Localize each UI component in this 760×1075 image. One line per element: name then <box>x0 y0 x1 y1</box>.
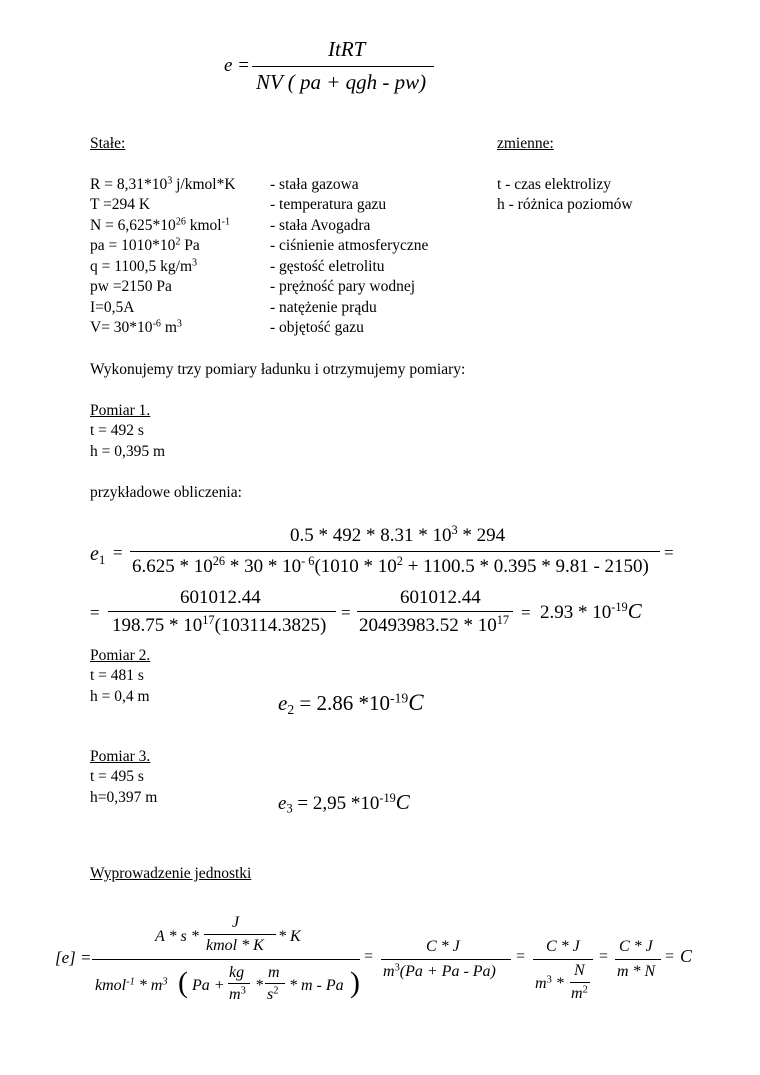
constant-desc: - natężenie prądu <box>270 299 377 316</box>
f2-den: $m^3(Pa + Pa - Pa)$ <box>383 962 496 980</box>
fraction-bar <box>615 959 661 960</box>
f3-den-m2: $m^2$ <box>571 984 588 1002</box>
constant-value: q = 1100,5 $kg/m^3$ <box>90 257 198 275</box>
variable-item: t - czas elektrolizy <box>497 176 612 193</box>
equals-sign: = <box>521 603 531 622</box>
fraction-bar <box>108 611 336 612</box>
step2-denominator: $198.75 * 10^{17}(103114.3825)$ <box>112 613 327 636</box>
measurement-title: Pomiar 3. <box>90 748 151 765</box>
variable-item: h - różnica poziomów <box>497 196 633 213</box>
f1-inner-num: J <box>232 914 240 931</box>
measurement-h: h = 0,4 m <box>90 688 150 705</box>
constant-desc: - temperatura gazu <box>270 196 387 213</box>
measurement-t: t = 492 s <box>90 422 144 439</box>
variables-header: zmienne: <box>497 135 554 152</box>
equals-sign: = <box>90 603 100 622</box>
f1-num-a: A * s * <box>155 928 199 945</box>
e1-result: $2.93 * 10^{-19}C$ <box>540 599 642 623</box>
paren-right: ) <box>350 966 360 999</box>
equals-sign: = <box>664 543 674 562</box>
f3-num: C * J <box>546 938 580 955</box>
fraction-bar <box>533 959 593 960</box>
f1-num-b: * K <box>278 928 301 945</box>
constant-desc: - gęstość eletrolitu <box>270 258 385 275</box>
e1-numerator: $0.5 * 492 * 8.31 * 10^3 * 294$ <box>290 523 506 546</box>
e1-denominator: $6.625 * 10^{26} * 30 * 10^{- 6}(1010 * 10^2 + 1100.5 * 0.395 * 9.81 - 2150)$ <box>132 554 649 577</box>
fraction-bar <box>130 551 660 552</box>
f1-den-mm: m <box>268 964 280 981</box>
measurement-t: t = 495 s <box>90 768 144 785</box>
constant-desc: - objętość gazu <box>270 319 364 336</box>
e2-result: $e_2 = 2.86$ $*10^{-19}C$ <box>278 690 424 718</box>
equals-sign: = <box>113 543 123 562</box>
formula-lhs: e = <box>224 55 251 76</box>
constant-value: pw =2150 Pa <box>90 278 172 295</box>
intro-text: Wykonujemy trzy pomiary ładunku i otrzymujemy pomiary: <box>90 361 466 378</box>
measurement-title: Pomiar 2. <box>90 647 151 664</box>
constant-value: I=0,5A <box>90 299 135 316</box>
constant-value: $R = 8,31*10^3$ j/kmol*K <box>90 175 236 193</box>
e3-result: $e_3 = 2,95$ $*10^{-19}C$ <box>278 790 410 816</box>
constant-value: pa = $1010*10^2$ Pa <box>90 236 200 254</box>
f4-den: m * N <box>617 963 656 980</box>
f1-den-kg: kg <box>229 964 245 981</box>
fraction-bar <box>265 983 285 984</box>
times-sign: * <box>255 977 263 994</box>
fraction-bar <box>204 934 276 935</box>
f1-den-m3: $m^3$ <box>229 985 246 1003</box>
fraction-bar <box>381 959 511 960</box>
equals-sign: = <box>516 948 526 965</box>
derivation-title: Wyprowadzenie jednostki <box>90 865 252 882</box>
constant-desc: - stała gazowa <box>270 176 359 193</box>
step3-denominator: $20493983.52 * 10^{17}$ <box>359 613 510 636</box>
constant-value: $V= 30*10^{-6}$ $m^3$ <box>90 318 182 336</box>
example-label: przykładowe obliczenia: <box>90 484 242 501</box>
e1-symbol: $e_1$ <box>90 543 106 567</box>
f4-num: C * J <box>619 938 653 955</box>
fraction-bar <box>92 959 360 960</box>
measurement-h: h = 0,395 m <box>90 443 166 460</box>
f1-den-a: kmol$^{-1}$ * $m^3$ <box>95 976 168 994</box>
derivation-result: C <box>680 946 693 966</box>
constant-desc: - prężność pary wodnej <box>270 278 416 295</box>
measurement-t: t = 481 s <box>90 667 144 684</box>
fraction-bar <box>570 982 590 983</box>
fraction-bar <box>357 611 513 612</box>
f3-den-a: $m^3$ * <box>535 974 564 992</box>
equals-sign: = <box>364 948 374 965</box>
f1-den-pa: Pa + <box>192 977 225 994</box>
constant-desc: - stała Avogadra <box>270 217 371 234</box>
constant-value: $N = 6,625*10^{26}$ kmol$^{-1}$ <box>90 216 231 234</box>
equals-sign: = <box>665 948 675 965</box>
constant-value: T =294 K <box>90 196 151 213</box>
f1-inner-den: kmol * K <box>206 937 264 954</box>
equals-sign: = <box>599 948 609 965</box>
step3-numerator: 601012.44 <box>400 587 481 608</box>
paren-left: ( <box>178 966 188 999</box>
derivation-lhs: [e] = <box>55 948 92 967</box>
f3-den-N: N <box>574 962 585 979</box>
formula-numerator: ItRT <box>328 37 366 61</box>
step2-numerator: 601012.44 <box>180 587 261 608</box>
fraction-bar <box>252 66 434 67</box>
measurement-title: Pomiar 1. <box>90 402 151 419</box>
formula-denominator: NV ( pa + qgh - pw) <box>256 70 427 94</box>
f2-num: C * J <box>426 938 460 955</box>
constant-desc: - ciśnienie atmosferyczne <box>270 237 429 254</box>
equals-sign: = <box>341 603 351 622</box>
measurement-h: h=0,397 m <box>90 789 158 806</box>
fraction-bar <box>228 983 250 984</box>
f1-den-tail: * m - Pa <box>289 977 344 994</box>
f1-den-s2: $s^2$ <box>267 985 279 1003</box>
constants-header: Stałe: <box>90 135 126 152</box>
